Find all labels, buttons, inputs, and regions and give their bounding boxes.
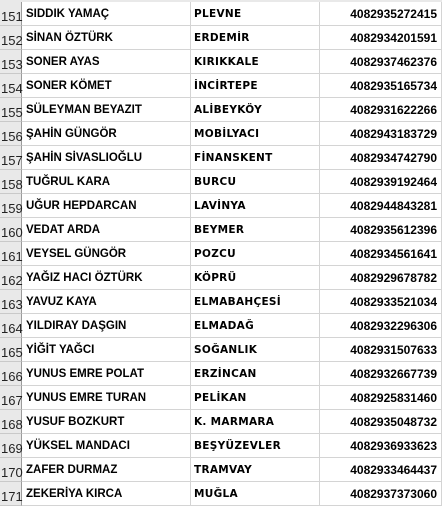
cell-name[interactable]: ŞAHİN SİVASLIOĞLU (22, 146, 191, 170)
cell-location[interactable]: SOĞANLIK (191, 338, 320, 362)
cell-name[interactable]: ZAFER DURMAZ (22, 458, 191, 482)
cell-location[interactable]: K. MARMARA (191, 410, 320, 434)
cell-number[interactable]: 4082934742790 (320, 146, 442, 170)
row-number-header[interactable]: 171 (0, 482, 22, 506)
table-row[interactable] (0, 458, 442, 482)
cell-location[interactable]: ERDEMİR (191, 26, 320, 50)
cell-location[interactable]: BURCU (191, 170, 320, 194)
row-number-header[interactable]: 155 (0, 98, 22, 122)
cell-location[interactable]: MUĞLA (191, 482, 320, 506)
table-row[interactable] (0, 434, 442, 458)
cell-number[interactable]: 4082934561641 (320, 242, 442, 266)
table-row[interactable] (0, 482, 442, 506)
table-row[interactable] (0, 170, 442, 194)
row-number-header[interactable]: 168 (0, 410, 22, 434)
cell-number[interactable]: 4082929678782 (320, 266, 442, 290)
cell-name[interactable]: ZEKERİYA KIRCA (22, 482, 191, 506)
cell-number[interactable]: 4082931507633 (320, 338, 442, 362)
cell-location[interactable]: BEYMER (191, 218, 320, 242)
table-row[interactable] (0, 410, 442, 434)
cell-location[interactable]: ERZİNCAN (191, 362, 320, 386)
row-number-header[interactable]: 154 (0, 74, 22, 98)
row-number-header[interactable]: 165 (0, 338, 22, 362)
table-row[interactable] (0, 98, 442, 122)
cell-name[interactable]: SIDDIK YAMAÇ (22, 2, 191, 26)
cell-name[interactable]: YAVUZ KAYA (22, 290, 191, 314)
cell-name[interactable]: VEYSEL GÜNGÖR (22, 242, 191, 266)
row-number-header[interactable]: 163 (0, 290, 22, 314)
table-row[interactable] (0, 242, 442, 266)
cell-number[interactable]: 4082925831460 (320, 386, 442, 410)
row-number-header[interactable]: 167 (0, 386, 22, 410)
row-number-header[interactable]: 161 (0, 242, 22, 266)
table-row[interactable] (0, 2, 442, 26)
cell-location[interactable]: TRAMVAY (191, 458, 320, 482)
row-number-header[interactable]: 158 (0, 170, 22, 194)
cell-name[interactable]: UĞUR HEPDARCAN (22, 194, 191, 218)
row-number-header[interactable]: 162 (0, 266, 22, 290)
table-row[interactable] (0, 122, 442, 146)
cell-number[interactable]: 4082932667739 (320, 362, 442, 386)
cell-name[interactable]: SONER KÖMET (22, 74, 191, 98)
table-row[interactable] (0, 314, 442, 338)
cell-location[interactable]: İNCİRTEPE (191, 74, 320, 98)
row-number-header[interactable]: 160 (0, 218, 22, 242)
cell-name[interactable]: YUSUF BOZKURT (22, 410, 191, 434)
table-row[interactable] (0, 194, 442, 218)
cell-number[interactable]: 4082933521034 (320, 290, 442, 314)
table-row[interactable] (0, 74, 442, 98)
cell-location[interactable]: BEŞYÜZEVLER (191, 434, 320, 458)
cell-number[interactable]: 4082931622266 (320, 98, 442, 122)
row-number-header[interactable]: 170 (0, 458, 22, 482)
cell-number[interactable]: 4082937373060 (320, 482, 442, 506)
table-row[interactable] (0, 386, 442, 410)
table-row[interactable] (0, 266, 442, 290)
table-row[interactable] (0, 290, 442, 314)
cell-name[interactable]: SONER AYAS (22, 50, 191, 74)
cell-location[interactable]: ALİBEYKÖY (191, 98, 320, 122)
cell-location[interactable]: PLEVNE (191, 2, 320, 26)
cell-name[interactable]: YUNUS EMRE POLAT (22, 362, 191, 386)
cell-number[interactable]: 4082939192464 (320, 170, 442, 194)
cell-name[interactable]: ŞAHİN GÜNGÖR (22, 122, 191, 146)
cell-number[interactable]: 4082937462376 (320, 50, 442, 74)
row-number-header[interactable]: 169 (0, 434, 22, 458)
table-row[interactable] (0, 218, 442, 242)
table-row[interactable] (0, 26, 442, 50)
cell-name[interactable]: YILDIRAY DAŞGIN (22, 314, 191, 338)
cell-number[interactable]: 4082944843281 (320, 194, 442, 218)
row-number-header[interactable]: 159 (0, 194, 22, 218)
table-row[interactable] (0, 50, 442, 74)
row-number-header[interactable]: 156 (0, 122, 22, 146)
row-number-header[interactable]: 153 (0, 50, 22, 74)
cell-number[interactable]: 4082934201591 (320, 26, 442, 50)
cell-name[interactable]: YİĞİT YAĞCI (22, 338, 191, 362)
row-number-header[interactable]: 151 (0, 2, 22, 26)
cell-number[interactable]: 4082932296306 (320, 314, 442, 338)
cell-number[interactable]: 4082936933623 (320, 434, 442, 458)
cell-location[interactable]: LAVİNYA (191, 194, 320, 218)
cell-number[interactable]: 4082935165734 (320, 74, 442, 98)
cell-number[interactable]: 4082935048732 (320, 410, 442, 434)
cell-name[interactable]: YAĞIZ HACI ÖZTÜRK (22, 266, 191, 290)
table-row[interactable] (0, 362, 442, 386)
cell-location[interactable]: POZCU (191, 242, 320, 266)
row-number-header[interactable]: 152 (0, 26, 22, 50)
cell-location[interactable]: KIRIKKALE (191, 50, 320, 74)
cell-name[interactable]: TUĞRUL KARA (22, 170, 191, 194)
cell-location[interactable]: FİNANSKENT (191, 146, 320, 170)
cell-location[interactable]: MOBİLYACI (191, 122, 320, 146)
cell-location[interactable]: ELMABAHÇESİ (191, 290, 320, 314)
cell-name[interactable]: VEDAT ARDA (22, 218, 191, 242)
cell-number[interactable]: 4082943183729 (320, 122, 442, 146)
cell-number[interactable]: 4082935612396 (320, 218, 442, 242)
cell-name[interactable]: YÜKSEL MANDACI (22, 434, 191, 458)
table-row[interactable] (0, 146, 442, 170)
cell-location[interactable]: PELİKAN (191, 386, 320, 410)
cell-name[interactable]: YUNUS EMRE TURAN (22, 386, 191, 410)
row-number-header[interactable]: 157 (0, 146, 22, 170)
cell-name[interactable]: SÜLEYMAN BEYAZIT (22, 98, 191, 122)
row-number-header[interactable]: 164 (0, 314, 22, 338)
row-number-header[interactable]: 166 (0, 362, 22, 386)
cell-number[interactable]: 4082933464437 (320, 458, 442, 482)
cell-location[interactable]: ELMADAĞ (191, 314, 320, 338)
cell-location[interactable]: KÖPRÜ (191, 266, 320, 290)
cell-name[interactable]: SİNAN ÖZTÜRK (22, 26, 191, 50)
cell-number[interactable]: 4082935272415 (320, 2, 442, 26)
table-row[interactable] (0, 338, 442, 362)
